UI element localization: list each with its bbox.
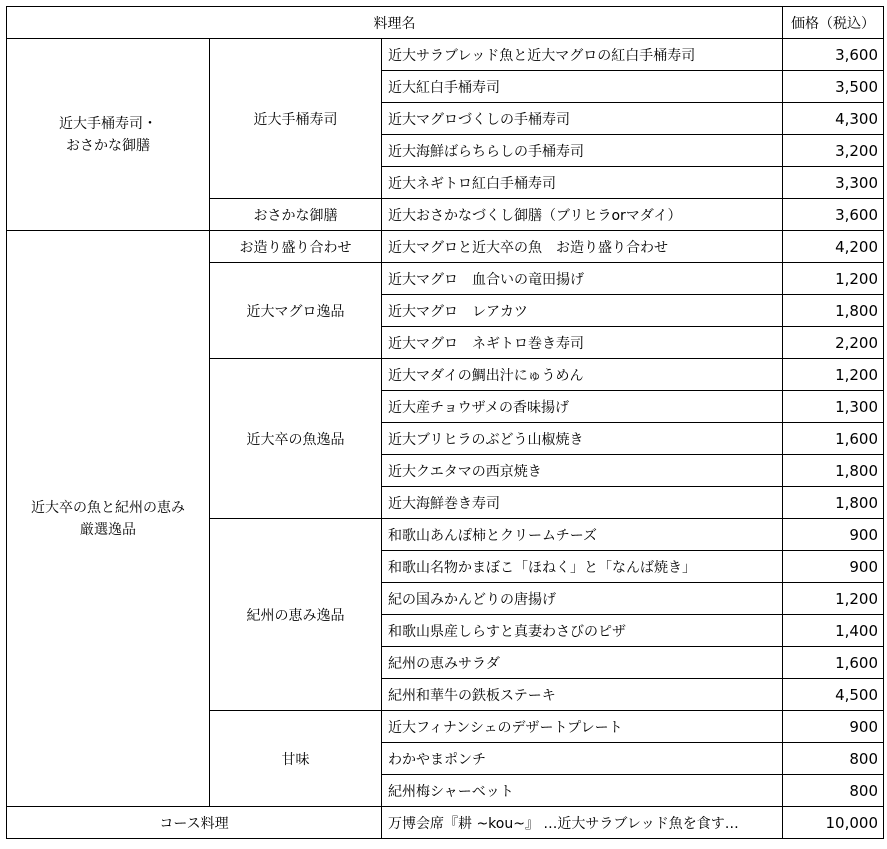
price-cell: 3,300 — [783, 167, 884, 199]
price-cell: 1,600 — [783, 423, 884, 455]
course-row — [7, 807, 884, 839]
dish-name-cell: 近大紅白手桶寿司 — [382, 71, 783, 103]
dish-name-cell: 近大フィナンシェのデザートプレート — [382, 711, 783, 743]
dish-name-cell: 近大ネギトロ紅白手桶寿司 — [382, 167, 783, 199]
price-cell: 900 — [783, 711, 884, 743]
table-row — [7, 39, 884, 71]
price-cell: 1,800 — [783, 487, 884, 519]
price-cell: 1,400 — [783, 615, 884, 647]
price-cell: 3,600 — [783, 39, 884, 71]
price-cell: 1,800 — [783, 295, 884, 327]
dish-name-cell: 近大海鮮ばらちらしの手桶寿司 — [382, 135, 783, 167]
menu-price-table — [6, 6, 884, 839]
price-cell: 1,200 — [783, 359, 884, 391]
header-price: 価格（税込） — [783, 7, 884, 39]
dish-name-cell: 近大マグロ 血合いの竜田揚げ — [382, 263, 783, 295]
dish-name-cell: 和歌山あんぽ柿とクリームチーズ — [382, 519, 783, 551]
dish-name-cell: 近大クエタマの西京焼き — [382, 455, 783, 487]
dish-name-cell: 紀の国みかんどりの唐揚げ — [382, 583, 783, 615]
menu-body — [7, 39, 884, 839]
price-cell: 2,200 — [783, 327, 884, 359]
price-cell: 1,200 — [783, 583, 884, 615]
dish-name-cell: 近大マダイの鯛出汁にゅうめん — [382, 359, 783, 391]
price-cell: 900 — [783, 519, 884, 551]
price-cell: 3,500 — [783, 71, 884, 103]
dish-name-cell: 和歌山県産しらすと真妻わさびのピザ — [382, 615, 783, 647]
dish-name-cell: 近大サラブレッド魚と近大マグロの紅白手桶寿司 — [382, 39, 783, 71]
price-cell: 1,600 — [783, 647, 884, 679]
dish-name-cell: 和歌山名物かまぼこ「ほねく」と「なんば焼き」 — [382, 551, 783, 583]
price-cell: 1,300 — [783, 391, 884, 423]
price-cell: 900 — [783, 551, 884, 583]
price-cell: 4,300 — [783, 103, 884, 135]
dish-name-cell: 近大産チョウザメの香味揚げ — [382, 391, 783, 423]
price-cell: 800 — [783, 775, 884, 807]
price-cell: 800 — [783, 743, 884, 775]
header-dish-name: 料理名 — [7, 7, 783, 39]
subcategory-cell: 近大マグロ逸品 — [210, 263, 382, 359]
subcategory-cell: 近大卒の魚逸品 — [210, 359, 382, 519]
price-cell: 1,200 — [783, 263, 884, 295]
price-cell: 1,800 — [783, 455, 884, 487]
dish-name-cell: 近大マグロと近大卒の魚 お造り盛り合わせ — [382, 231, 783, 263]
dish-name-cell: 近大海鮮巻き寿司 — [382, 487, 783, 519]
subcategory-cell: 紀州の恵み逸品 — [210, 519, 382, 711]
dish-name-cell: 近大ブリヒラのぶどう山椒焼き — [382, 423, 783, 455]
header-row — [7, 7, 884, 39]
dish-name-cell: 紀州梅シャーベット — [382, 775, 783, 807]
dish-name-cell: 近大マグロ レアカツ — [382, 295, 783, 327]
subcategory-cell: 甘味 — [210, 711, 382, 807]
subcategory-cell: お造り盛り合わせ — [210, 231, 382, 263]
price-cell: 4,200 — [783, 231, 884, 263]
dish-name-cell: 近大おさかなづくし御膳（ブリヒラorマダイ） — [382, 199, 783, 231]
dish-name-cell: 紀州和華牛の鉄板ステーキ — [382, 679, 783, 711]
price-cell: 3,200 — [783, 135, 884, 167]
course-price-cell: 10,000 — [783, 807, 884, 839]
dish-name-cell: 紀州の恵みサラダ — [382, 647, 783, 679]
category-cell: 近大手桶寿司・ おさかな御膳 — [7, 39, 210, 231]
dish-name-cell: わかやまポンチ — [382, 743, 783, 775]
subcategory-cell: 近大手桶寿司 — [210, 39, 382, 199]
dish-name-cell: 近大マグロ ネギトロ巻き寿司 — [382, 327, 783, 359]
course-label-cell: コース料理 — [7, 807, 382, 839]
subcategory-cell: おさかな御膳 — [210, 199, 382, 231]
price-cell: 3,600 — [783, 199, 884, 231]
dish-name-cell: 近大マグロづくしの手桶寿司 — [382, 103, 783, 135]
table-row — [7, 231, 884, 263]
category-cell: 近大卒の魚と紀州の恵み 厳選逸品 — [7, 231, 210, 807]
course-name-cell: 万博会席『耕 ~kou~』 …近大サラブレッド魚を食す… — [382, 807, 783, 839]
price-cell: 4,500 — [783, 679, 884, 711]
